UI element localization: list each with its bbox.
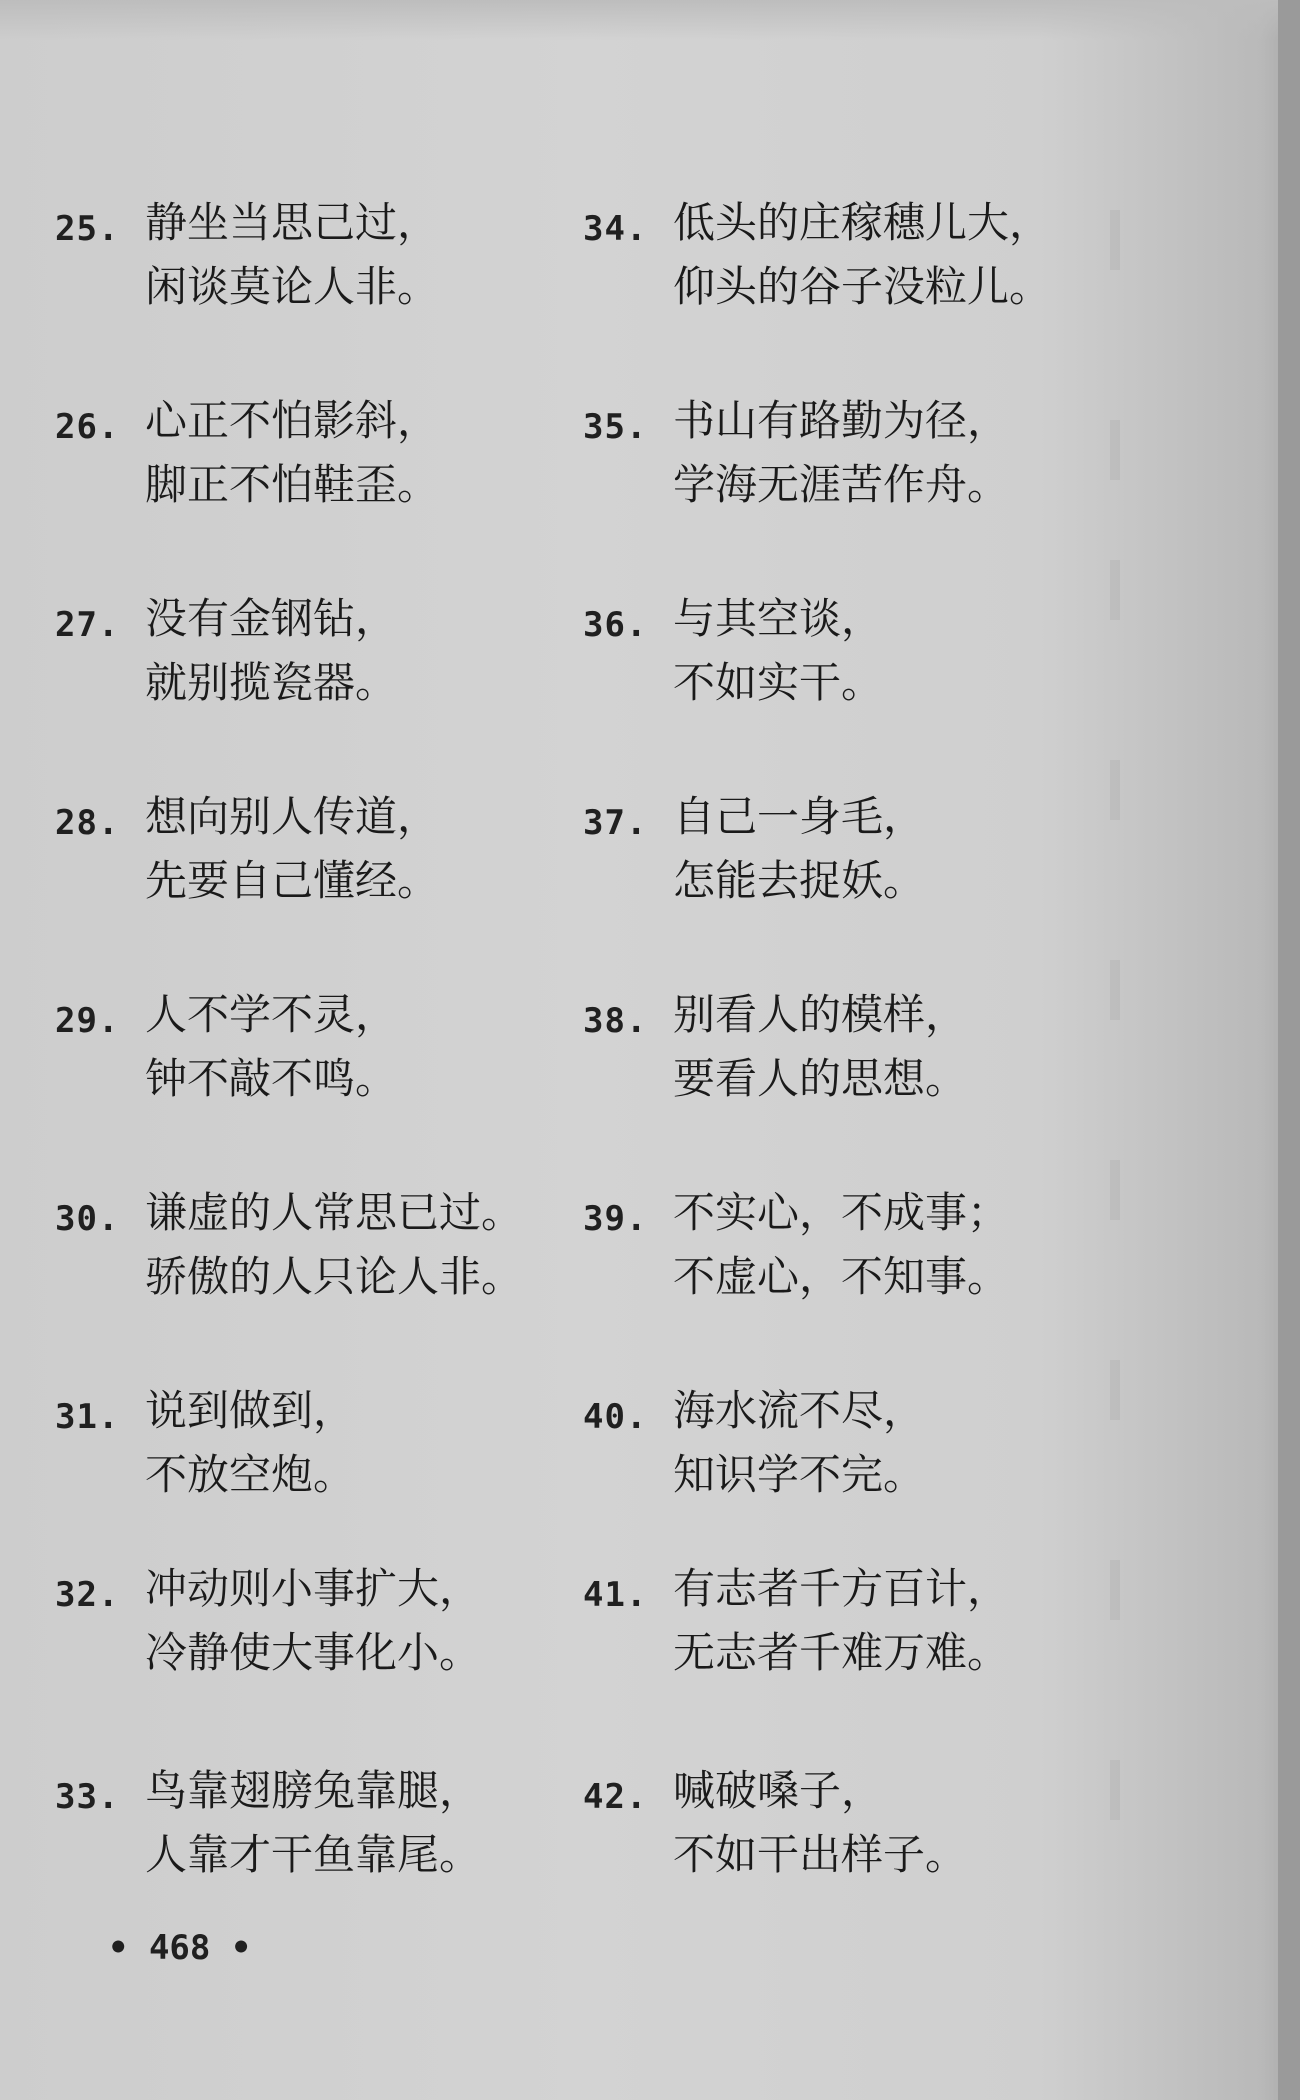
entry-line-1: 冲动则小事扩大， <box>145 1564 482 1613</box>
entry-number: 38. <box>583 1001 648 1041</box>
entry-number: 35. <box>583 407 648 447</box>
entry-line-2: 不如干出样子。 <box>673 1830 968 1879</box>
entry-line-2: 知识学不完。 <box>673 1450 926 1499</box>
entry-number: 30. <box>55 1199 120 1239</box>
entry-line-1: 不实心，不成事； <box>673 1188 1010 1237</box>
entry-line-1: 与其空谈， <box>673 594 884 643</box>
entry-line-2: 无志者千难万难。 <box>673 1628 1010 1677</box>
entry-number: 32. <box>55 1575 120 1615</box>
entry-line-1: 海水流不尽， <box>673 1386 926 1435</box>
entry-line-2: 先要自己懂经。 <box>145 856 440 905</box>
entry-number: 25. <box>55 209 120 249</box>
entry-line-2: 不放空炮。 <box>145 1450 356 1499</box>
page-number: • 468 • <box>108 1928 252 1968</box>
entry-line-2: 骄傲的人只论人非。 <box>145 1252 524 1301</box>
entry-line-1: 谦虚的人常思已过。 <box>145 1188 524 1237</box>
entry-line-2: 冷静使大事化小。 <box>145 1628 482 1677</box>
entry-line-1: 别看人的模样， <box>673 990 968 1039</box>
entry-number: 40. <box>583 1397 648 1437</box>
entry-line-2: 钟不敲不鸣。 <box>145 1054 398 1103</box>
entry-line-1: 没有金钢钻， <box>145 594 398 643</box>
entry-number: 37. <box>583 803 648 843</box>
entry-number: 41. <box>583 1575 648 1615</box>
entry-line-1: 书山有路勤为径， <box>673 396 1010 445</box>
entry-line-2: 怎能去捉妖。 <box>673 856 926 905</box>
entry-number: 33. <box>55 1777 120 1817</box>
entry-number: 26. <box>55 407 120 447</box>
entry-line-1: 低头的庄稼穗儿大， <box>673 198 1052 247</box>
entry-number: 36. <box>583 605 648 645</box>
entry-line-2: 不如实干。 <box>673 658 884 707</box>
entry-line-1: 说到做到， <box>145 1386 356 1435</box>
entry-number: 31. <box>55 1397 120 1437</box>
entry-line-2: 人靠才干鱼靠尾。 <box>145 1830 482 1879</box>
entry-line-2: 脚正不怕鞋歪。 <box>145 460 440 509</box>
entry-number: 29. <box>55 1001 120 1041</box>
entry-line-1: 静坐当思己过， <box>145 198 440 247</box>
entry-line-2: 就别揽瓷器。 <box>145 658 398 707</box>
entry-line-2: 学海无涯苦作舟。 <box>673 460 1010 509</box>
entry-line-2: 仰头的谷子没粒儿。 <box>673 262 1052 311</box>
entry-number: 39. <box>583 1199 648 1239</box>
entry-line-1: 心正不怕影斜， <box>145 396 440 445</box>
entry-number: 28. <box>55 803 120 843</box>
entry-line-1: 自己一身毛， <box>673 792 926 841</box>
entry-number: 27. <box>55 605 120 645</box>
entry-number: 42. <box>583 1777 648 1817</box>
entry-line-2: 要看人的思想。 <box>673 1054 968 1103</box>
entry-number: 34. <box>583 209 648 249</box>
entry-line-1: 鸟靠翅膀兔靠腿， <box>145 1766 482 1815</box>
entry-line-1: 人不学不灵， <box>145 990 398 1039</box>
entry-line-1: 有志者千方百计， <box>673 1564 1010 1613</box>
entry-line-2: 闲谈莫论人非。 <box>145 262 440 311</box>
entry-line-2: 不虚心，不知事。 <box>673 1252 1010 1301</box>
page-edge-shadow <box>1278 0 1300 2100</box>
entry-line-1: 想向别人传道， <box>145 792 440 841</box>
entry-line-1: 喊破嗓子， <box>673 1766 884 1815</box>
